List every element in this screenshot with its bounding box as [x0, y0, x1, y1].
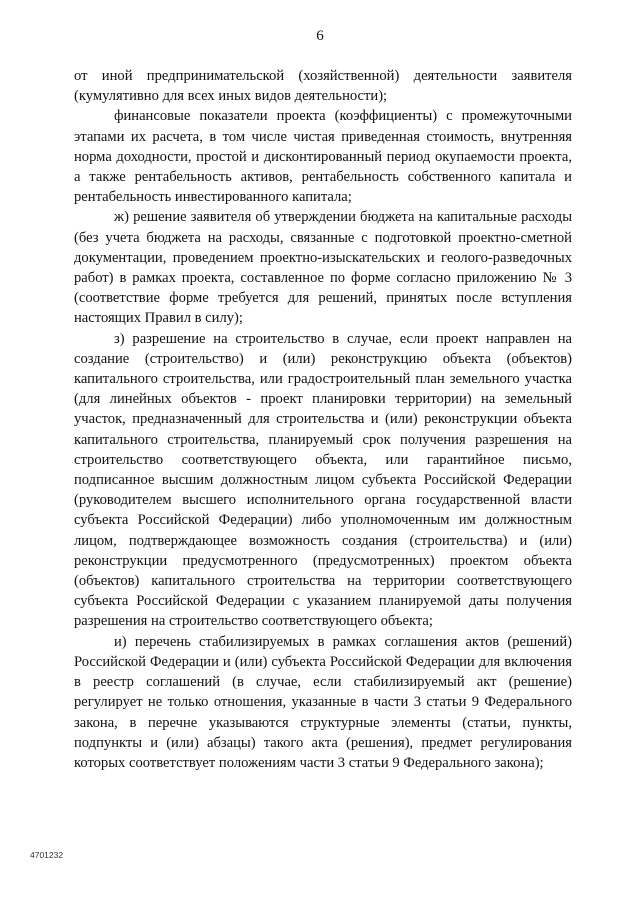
paragraph-continuation: от иной предпринимательской (хозяйственной) деятельности заявителя (кумулятивно для всех иных видов деятельности); — [74, 68, 572, 105]
paragraph-item-i: и) перечень стабилизируемых в рамках соглашения актов (решений) Российской Федерации и (или) субъекта Российской Федерации для включения в реестр соглашений (в случае, если стабилизируемый акт (решение) регулирует не только отношения, указанные в части 3 статьи 9 Федерального закона, в перечне указываются структурные элементы (статьи, пункты, подпункты и (или) абзацы) такого акта (решения), предмет регулирования которых соответствует положениям части 3 статьи 9 Федерального закона); — [74, 633, 572, 771]
document-code: 4701232 — [30, 850, 64, 860]
paragraph-item-zh: ж) решение заявителя об утверждении бюджета на капитальные расходы (без учета бюджета на расходы, связанные с подготовкой проектно-сметной документации, проведением проектно-изыскательских и геолого-разведочных работ) в рамках проекта, составленное по форме согласно приложению № 3 (соответствие форме требуется для решений, принятых после вступления настоящих Правил в силу); — [74, 209, 572, 327]
document-body — [74, 66, 572, 773]
paragraph-financial-indicators: финансовые показатели проекта (коэффициенты) с промежуточными этапами их расчета, в том числе чистая приведенная стоимость, внутренняя норма доходности, простой и дисконтированный период окупаемости проекта, а также рентабельность активов, рентабельность собственного капитала и рентабельность инвестированного капитала; — [74, 108, 572, 206]
paragraph-item-z: з) разрешение на строительство в случае, если проект направлен на создание (строительство) и (или) реконструкцию объекта (объектов) капитального строительства, или градостроительный план земельного участка (для линейных объектов - проект планировки территории) на земельный участок, предназначенный для строительства и (или) реконструкции объекта капитального строительства, планируемый срок получения разрешения на строительство соответствующего объекта, или гарантийное письмо, подписанное высшим должностным лицом субъекта Российской Федерации (руководителем высшего исполнительного органа государственной власти субъекта Российской Федерации) либо уполномоченным им должностным лицом, подтверждающее возможность создания (строительства) и (или) реконструкции предусмотренного (предусмотренных) проектом объекта (объектов) капитального строительства на территории соответствующего субъекта Российской Федерации с указанием планируемой даты получения разрешения на строительство соответствующего объекта; — [74, 330, 572, 630]
page-number: 6 — [316, 28, 324, 44]
